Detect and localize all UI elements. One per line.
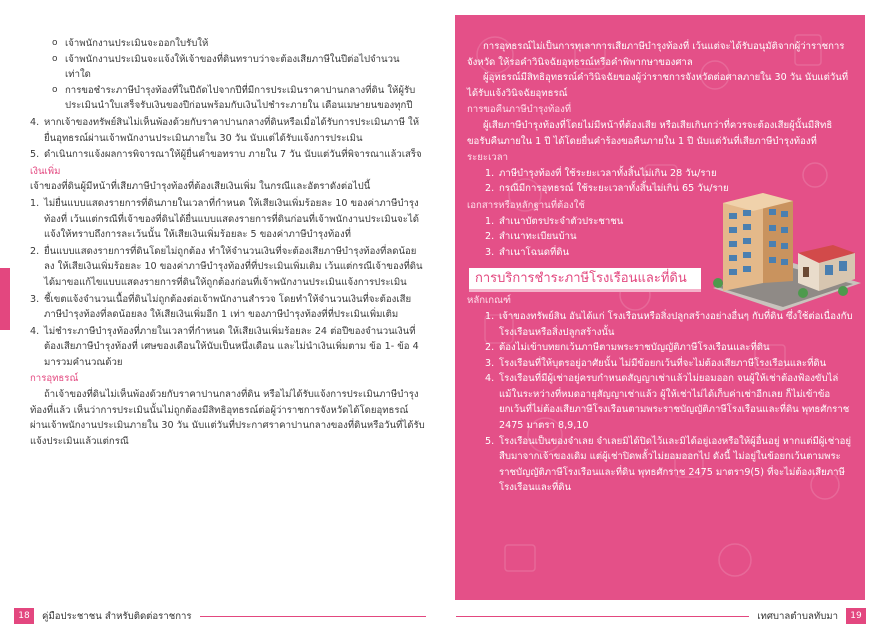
surcharge-heading: เงินเพิ่ม xyxy=(30,165,61,177)
item-text: ชี้เขตแจ้งจำนวนเนื้อที่ดินไม่ถูกต้องต่อเจ้าพนักงานสำรวจ โดยทำให้จำนวนเงินที่จะต้องเสียภาษีบำรุงท้องที่ลดน้อยลง ให้เสียเงินเพิ่มอีก 1 เท่า ของภาษีบำรุงท้องที่ที่ประเมินเพิ่มเติม xyxy=(44,293,412,321)
criteria-item xyxy=(485,340,853,356)
left-content xyxy=(30,36,425,449)
item-number: 2. xyxy=(30,245,40,257)
item-text: เจ้าของทรัพย์สิน อันได้แก่ โรงเรือนหรือสิ่งปลูกสร้างอย่างอื่นๆ กับที่ดิน ซึ่งใช้ต่อเนื่องกับโรงเรือนหรือสิ่งปลูกสร้างนั้น xyxy=(499,310,853,338)
duration-item xyxy=(485,166,853,182)
refund-text: ผู้เสียภาษีบำรุงท้องที่โดยไม่มีหน้าที่ต้องเสีย หรือเสียเกินกว่าที่ควรจะต้องเสียผู้นั้นมีสิทธิขอรับคืนภายใน 1 ปี ได้โดยยื่นคำร้องขอคืนภายใน 1 ปี นับแต่วันที่เสียภาษีบำรุงท้องที่ xyxy=(467,119,833,147)
item-text: โรงเรือนที่มีผู้เช่าอยู่ครบกำหนดสัญญาเช่าแล้วไม่ยอมออก จนผู้ให้เช่าต้องฟ้องขับไล่ แม้ในระหว่างที่หมดอายุสัญญาเช่าแล้ว ผู้ให้เช่าไม่ได้เก็บค่าเช่าอีกเลย ก็ไม่เข้าข้อยกเว้นที่ไม่ต้องเสียภาษีโรงเรือนตามพระราชบัญญัติภาษีโรงเรือนและที่ดิน พุทธศักราช 2475 มาตรา 8,9,10 xyxy=(499,373,850,432)
bullet-item xyxy=(30,52,425,83)
item-text: หากเจ้าของทรัพย์สินไม่เห็นพ้องด้วยกับราคาปานกลางที่ดินหรือเมื่อได้รับการประเมินภาษี ให้ยื่นอุทธรณ์ผ่านเจ้าพนักงานประเมินภายใน 30 วัน นับแต่ได้รับแจ้งการประเมิน xyxy=(44,116,420,144)
criteria-list xyxy=(467,309,853,496)
duration-item xyxy=(485,181,853,197)
item-number: 2. xyxy=(485,342,495,354)
bullet-item xyxy=(30,36,425,52)
numbered-item xyxy=(30,147,425,163)
circle-bullet-icon: o xyxy=(52,84,58,95)
documents-list xyxy=(467,214,853,261)
item-number: 4. xyxy=(485,373,495,385)
item-text: โรงเรือนเป็นของจำเลย จำเลยมิได้ปิดไว้และมิได้อยู่เองหรือให้ผู้อื่นอยู่ หากแต่มีผู้เช่าอยู่สืบมาจากเจ้าของเดิม แต่ผู้เช่าปิดพลั้วไม่ยอมออกไป ดังนี้ ไม่อยู่ในข้อยกเว้นตามพระราชบัญญัติภาษีโรงเรือนและที่ดิน พุทธศักราช 2475 มาตรา9(5) ที่จะไม่ต้องเสียภาษีโรงเรือนและที่ดิน xyxy=(499,435,851,494)
item-text: ไม่ชำระภาษีบำรุงท้องที่ภายในเวลาที่กำหนด ให้เสียเงินเพิ่มร้อยละ 24 ต่อปีของจำนวนเงินที่ต้องเสียภาษีบำรุงท้องที่ เศษของเดือนให้นับเป็นหนึ่งเดือน และไม่นำเงินเพิ่มตาม ข้อ 1- ข้อ 4 มารวมคำนวณด้วย xyxy=(44,325,419,368)
document-item xyxy=(485,214,853,230)
appeal-note: การอุทธรณ์ไม่เป็นการทุเลาการเสียภาษีบำรุงท้องที่ เว้นแต่จะได้รับอนุมัติจากผู้ว่าราชการจังหวัด ให้รอคำวินิจฉัยอุทธรณ์หรือคำพิพากษาของศาล xyxy=(467,41,845,68)
page-number: 19 xyxy=(846,608,866,624)
bullet-text: เจ้าพนักงานประเมินจะแจ้งให้เจ้าของที่ดินทราบว่าจะต้องเสียภาษีในปีต่อไปจำนวนเท่าใด xyxy=(65,53,400,81)
item-text: สำเนาทะเบียนบ้าน xyxy=(499,231,577,243)
surcharge-item xyxy=(30,196,425,243)
duration-list xyxy=(467,166,853,197)
item-number: 3. xyxy=(485,246,495,258)
item-number: 2. xyxy=(485,183,495,195)
item-number: 5. xyxy=(485,435,495,447)
item-text: โรงเรือนที่ให้บุตรอยู่อาศัยนั้น ไม่มีข้อยกเว้นที่จะไม่ต้องเสียภาษีโรงเรือนและที่ดิน xyxy=(499,357,827,369)
item-number: 4. xyxy=(30,325,40,337)
circle-bullet-icon: o xyxy=(52,53,58,64)
item-number: 1. xyxy=(30,197,40,209)
refund-heading: การขอคืนภาษีบำรุงท้องที่ xyxy=(467,104,572,116)
item-text: สำเนาบัตรประจำตัวประชาชน xyxy=(499,215,624,227)
panel-content xyxy=(467,39,853,496)
bullet-text: การขอชำระภาษีบำรุงท้องที่ในปีถัดไปจากปีที่มีการประเมินราคาปานกลางที่ดิน ให้ผู้รับประเมินนำใบเสร็จรับเงินของปีก่อนพร้อมกับเงินไปชำระภายใน เดือนเมษายนของทุกปี xyxy=(65,84,416,112)
right-footer xyxy=(456,606,866,626)
item-text: ต้องไม่เข้าบทยกเว้นภาษีตามพระราชบัญญัติภาษีโรงเรือนและที่ดิน xyxy=(499,342,770,354)
item-number: 5. xyxy=(30,149,40,161)
item-text: ไม่ยื่นแบบแสดงรายการที่ดินภายในเวลาที่กำหนด ให้เสียเงินเพิ่มร้อยละ 10 ของค่าภาษีบำรุงท้องที่ เว้นแต่กรณีที่เจ้าของที่ดินได้ยื่นแบบแสดงรายการที่ดินก่อนที่เจ้าพนักงานประเมินจะได้แจ้งให้ทราบถึงการละเว้นนั้น ให้เสียเงินเพิ่มร้อยละ 5 ของค่าภาษีบำรุงท้องที่ xyxy=(44,197,419,241)
numbered-item xyxy=(30,115,425,146)
circle-bullet-icon: o xyxy=(52,38,58,48)
document-item xyxy=(485,245,853,261)
item-number: 1. xyxy=(485,167,495,179)
item-text: ภาษีบำรุงท้องที่ ใช้ระยะเวลาทั้งสิ้นไม่เกิน 28 วัน/ราย xyxy=(499,167,717,179)
item-number: 1. xyxy=(485,215,495,227)
surcharge-item xyxy=(30,292,425,323)
criteria-item xyxy=(485,371,853,433)
item-text: กรณีมีการอุทธรณ์ ใช้ระยะเวลาทั้งสิ้นไม่เกิน 65 วัน/ราย xyxy=(499,183,729,195)
left-footer xyxy=(14,606,426,626)
appeal-text: ถ้าเจ้าของที่ดินไม่เห็นพ้องด้วยกับราคาปานกลางที่ดิน หรือไม่ได้รับแจ้งการประเมินภาษีบำรุงท้องที่แล้ว เห็นว่าการประเมินนั้นไม่ถูกต้องมีสิทธิอุทธรณ์ต่อผู้ว่าราชการจังหวัดได้โดยอุทธรณ์ผ่านเจ้าพนักงานประเมินภายใน 30 วัน นับแต่วันที่ประกาศราคาปานกลางของที่ดินหรือวันที่ได้รับแจ้งประเมินแล้วแต่กรณี xyxy=(30,389,425,447)
documents-heading: เอกสารหรือหลักฐานที่ต้องใช้ xyxy=(467,199,585,211)
chapter-tab xyxy=(0,268,10,330)
item-number: 2. xyxy=(485,231,495,243)
appeal-right-note: ผู้อุทธรณ์มีสิทธิอุทธรณ์คำวินิจฉัยของผู้ว่าราชการจังหวัดต่อศาลภายใน 30 วัน นับแต่วันที่ได้รับแจ้งวินิจฉัยอุทธรณ์ xyxy=(467,72,849,99)
item-text: สำเนาโฉนดที่ดิน xyxy=(499,246,570,258)
duration-heading: ระยะเวลา xyxy=(467,152,509,164)
item-number: 3. xyxy=(30,293,40,305)
bullet-text: เจ้าพนักงานประเมินจะออกใบรับให้ xyxy=(65,38,209,49)
appeal-heading: การอุทธรณ์ xyxy=(30,373,79,385)
item-text: ยื่นแบบแสดงรายการที่ดินโดยไม่ถูกต้อง ทำให้จำนวนเงินที่จะต้องเสียภาษีบำรุงท้องที่ลดน้อยลง ให้เสียเงินเพิ่มร้อยละ 10 ของค่าภาษีบำรุงท้องที่ที่ประเมินเพิ่มเติม เว้นแต่กรณีเจ้าของที่ดินได้มาขอแก้ไขแบบแสดงรายการที่ดินให้ถูกต้องก่อนที่เจ้าพนักงานประเมินแจ้งการประเมิน xyxy=(44,245,423,288)
footer-divider xyxy=(200,616,426,617)
surcharge-intro: เจ้าของที่ดินผู้มีหน้าที่เสียภาษีบำรุงท้องที่ต้องเสียเงินเพิ่ม ในกรณีและอัตราดังต่อไปนี้ xyxy=(30,181,371,193)
criteria-heading: หลักเกณฑ์ xyxy=(467,295,511,307)
footer-title: คู่มือประชาชน สำหรับติดต่อราชการ xyxy=(42,610,192,622)
property-tax-section-title: การบริการชำระภาษีโรงเรือนและที่ดิน xyxy=(469,268,701,292)
footer-divider xyxy=(456,616,749,617)
item-number: 1. xyxy=(485,310,495,322)
surcharge-item xyxy=(30,244,425,291)
bullet-item xyxy=(30,83,425,114)
criteria-item xyxy=(485,309,853,340)
document-item xyxy=(485,229,853,245)
criteria-item xyxy=(485,434,853,496)
info-panel xyxy=(455,15,865,600)
footer-title: เทศบาลตำบลทับมา xyxy=(757,610,838,622)
page-number: 18 xyxy=(14,608,34,624)
surcharge-item xyxy=(30,324,425,371)
item-text: ดำเนินการแจ้งผลการพิจารณาให้ผู้ยื่นคำขอทราบ ภายใน 7 วัน นับแต่วันที่พิจารณาแล้วเสร็จ xyxy=(44,149,422,161)
criteria-item xyxy=(485,356,853,372)
item-number: 3. xyxy=(485,357,495,369)
item-number: 4. xyxy=(30,116,40,128)
